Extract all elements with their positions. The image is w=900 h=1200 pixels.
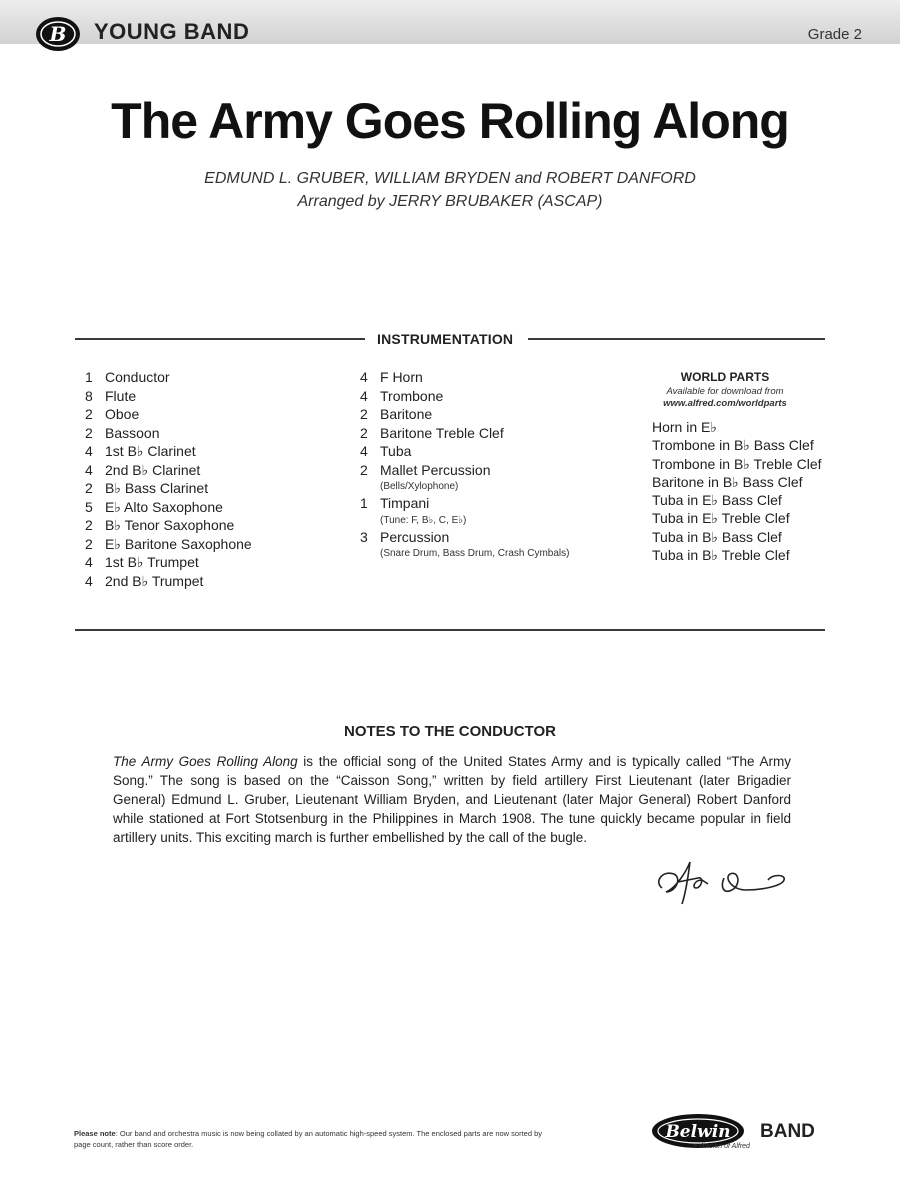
world-part-item: Tuba in B♭ Bass Clef	[652, 528, 782, 545]
instrumentation-heading: INSTRUMENTATION	[377, 331, 514, 347]
instrument-item	[85, 553, 252, 572]
notes-heading: NOTES TO THE CONDUCTOR	[344, 723, 556, 740]
instrument-name: E♭ Alto Saxophone	[105, 498, 223, 515]
world-part-item: Tuba in E♭ Bass Clef	[652, 492, 782, 509]
instrument-item	[360, 368, 569, 387]
instrument-quantity: 4	[360, 443, 368, 459]
instrument-item	[85, 479, 252, 498]
instrument-detail: (Bells/Xylophone)	[380, 481, 459, 492]
instrument-quantity: 2	[85, 424, 93, 441]
instrument-quantity: 2	[85, 406, 93, 422]
instrument-list-column-2	[360, 368, 569, 561]
instrument-name: 1st B♭ Trumpet	[105, 554, 199, 570]
instrument-detail: (Snare Drum, Bass Drum, Crash Cymbals)	[380, 548, 570, 559]
instrument-item	[360, 405, 569, 424]
instrument-item	[360, 494, 569, 528]
world-parts-list	[652, 418, 822, 564]
publisher-subtitle: a division of Alfred	[693, 1143, 750, 1150]
instrument-name: Baritone Treble Clef	[380, 424, 504, 441]
arranger-credit: Arranged by JERRY BRUBAKER (ASCAP)	[297, 193, 603, 210]
instrument-name: 2nd B♭ Clarinet	[105, 461, 201, 478]
instrument-quantity: 1	[85, 369, 93, 385]
publisher-logo-text: Belwin	[665, 1122, 731, 1142]
instrument-item	[85, 535, 252, 554]
instrument-list-column-1	[85, 368, 252, 590]
instrument-name: 1st B♭ Clarinet	[105, 443, 196, 459]
notes-text: is the official song of the United States Army and is typically called “The Army Song.” The song is based on the “Caisson Song,” written by field artillery First Lieutenant (later Brigadier General) Edmund L. Gruber, Lieutenant William Bryden, and Lieutenant (later Major General) Robert Danford while stationed at Fort Stotsenburg in the Philippines in March 1908. The tune quickly became popular in field artillery units. This exciting march is further embellished by the call of the bugle.	[113, 754, 791, 845]
instrument-detail: (Tune: F, B♭, C, E♭)	[380, 514, 467, 526]
instrument-item	[85, 572, 252, 591]
instrument-quantity: 2	[360, 461, 368, 478]
instrument-name: Trombone	[380, 387, 444, 404]
world-part-item: Trombone in B♭ Bass Clef	[652, 437, 814, 454]
instrument-item	[360, 442, 569, 461]
instrumentation-bottom-rule	[75, 629, 825, 631]
instrument-item	[360, 387, 569, 406]
instrumentation-rule-left	[75, 338, 365, 340]
instrument-quantity: 4	[85, 443, 93, 459]
instrument-quantity: 4	[360, 387, 368, 404]
instrument-name: Flute	[105, 387, 137, 404]
instrument-quantity: 3	[360, 528, 368, 545]
instrument-name: Conductor	[105, 369, 170, 385]
world-part-item: Tuba in E♭ Treble Clef	[652, 510, 790, 527]
instrumentation-rule-right	[528, 338, 825, 340]
instrument-item	[85, 442, 252, 461]
instrument-name: B♭ Bass Clarinet	[105, 480, 209, 496]
instrument-name: Mallet Percussion	[380, 461, 491, 478]
instrument-item	[85, 461, 252, 480]
footnote-label: Please note	[74, 1129, 116, 1138]
instrument-quantity: 2	[85, 517, 93, 533]
instrument-name: E♭ Baritone Saxophone	[105, 535, 252, 552]
instrument-item	[85, 498, 252, 517]
series-logo-letter: B	[49, 22, 67, 46]
world-part-item: Baritone in B♭ Bass Clef	[652, 473, 803, 490]
series-logo	[34, 14, 82, 54]
instrument-item	[85, 368, 252, 387]
page-title: The Army Goes Rolling Along	[111, 93, 789, 149]
publisher-band-word: BAND	[760, 1121, 815, 1142]
composers-credit: EDMUND L. GRUBER, WILLIAM BRYDEN and ROBERT DANFORD	[204, 170, 696, 187]
collation-footnote	[74, 1128, 544, 1150]
notes-body	[113, 752, 791, 847]
instrument-name: Percussion	[380, 528, 450, 545]
instrument-name: Tuba	[380, 443, 412, 459]
instrument-item	[85, 424, 252, 443]
instrument-name: Baritone	[380, 406, 433, 422]
instrument-quantity: 8	[85, 387, 93, 404]
instrument-quantity: 4	[85, 554, 93, 570]
world-parts-note	[640, 386, 810, 410]
instrument-name: Timpani	[380, 495, 430, 511]
arranger-signature	[652, 858, 792, 908]
instrument-item	[85, 405, 252, 424]
footnote-text: : Our band and orchestra music is now being collated by an automatic high-speed system. The enclosed parts are now sorted by page count, rather than score order.	[74, 1129, 543, 1149]
instrument-name: Bassoon	[105, 424, 160, 441]
world-part-item: Horn in E♭	[652, 419, 717, 435]
instrument-item	[360, 461, 569, 495]
instrument-item	[360, 528, 569, 562]
instrument-name: 2nd B♭ Trumpet	[105, 572, 204, 589]
world-part-item: Tuba in B♭ Treble Clef	[652, 547, 790, 564]
series-name: YOUNG BAND	[94, 19, 250, 44]
instrument-item	[85, 516, 252, 535]
instrument-item	[85, 387, 252, 406]
instrument-quantity: 5	[85, 498, 93, 515]
instrument-quantity: 2	[85, 535, 93, 552]
instrument-quantity: 2	[360, 406, 368, 422]
notes-song-title: The Army Goes Rolling Along	[113, 754, 298, 769]
world-part-item: Trombone in B♭ Treble Clef	[652, 455, 822, 472]
instrument-quantity: 4	[360, 369, 368, 385]
world-parts-url[interactable]: www.alfred.com/worldparts	[663, 398, 787, 409]
instrument-quantity: 1	[360, 495, 368, 511]
instrument-name: Oboe	[105, 406, 140, 422]
instrument-item	[360, 424, 569, 443]
instrument-name: B♭ Tenor Saxophone	[105, 517, 235, 533]
instrument-quantity: 4	[85, 572, 93, 589]
grade-label: Grade 2	[807, 26, 862, 43]
instrument-name: F Horn	[380, 369, 423, 385]
world-parts-availability: Available for download from	[666, 386, 784, 397]
instrument-quantity: 2	[360, 424, 368, 441]
instrument-quantity: 2	[85, 480, 93, 496]
instrument-quantity: 4	[85, 461, 93, 478]
world-parts-heading: WORLD PARTS	[680, 370, 770, 384]
